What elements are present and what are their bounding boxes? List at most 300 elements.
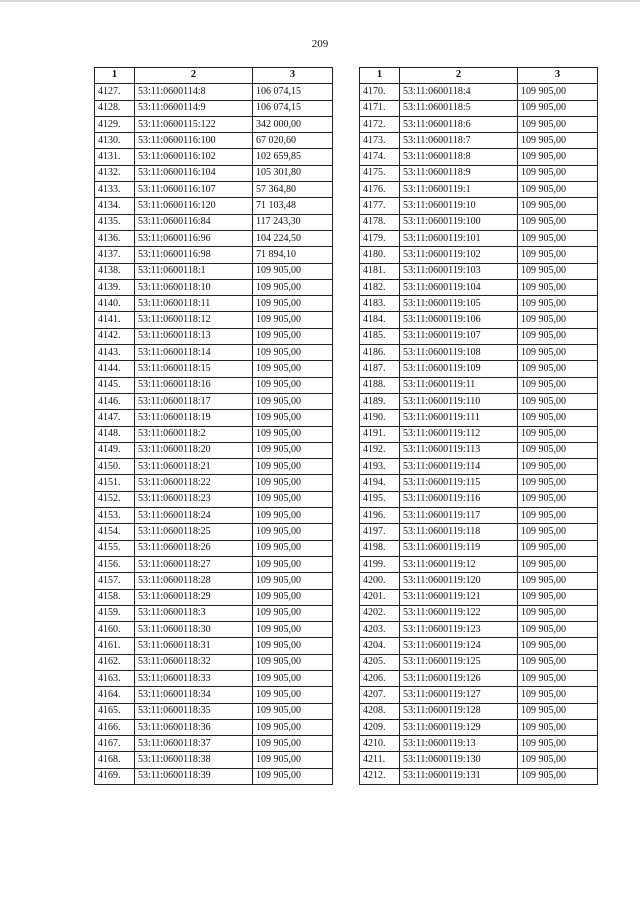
row-number: 4181. <box>360 263 400 279</box>
cadastral-number: 53:11:0600119:130 <box>400 752 518 768</box>
row-number: 4164. <box>95 687 135 703</box>
table-row <box>360 540 598 556</box>
table-row <box>95 556 333 572</box>
row-number: 4146. <box>95 393 135 409</box>
cadastral-value: 109 905,00 <box>518 442 598 458</box>
cadastral-value: 109 905,00 <box>253 426 333 442</box>
cadastral-number: 53:11:0600119:131 <box>400 768 518 784</box>
row-number: 4128. <box>95 100 135 116</box>
row-number: 4170. <box>360 84 400 100</box>
table-row <box>95 165 333 181</box>
cadastral-value: 109 905,00 <box>253 638 333 654</box>
row-number: 4178. <box>360 214 400 230</box>
row-number: 4185. <box>360 328 400 344</box>
row-number: 4160. <box>95 622 135 638</box>
cadastral-value: 109 905,00 <box>253 540 333 556</box>
cadastral-number: 53:11:0600118:36 <box>135 719 253 735</box>
cadastral-value: 109 905,00 <box>253 491 333 507</box>
row-number: 4139. <box>95 279 135 295</box>
row-number: 4147. <box>95 410 135 426</box>
cadastral-value: 109 905,00 <box>518 263 598 279</box>
table-row <box>95 393 333 409</box>
cadastral-value: 109 905,00 <box>518 279 598 295</box>
cadastral-value: 109 905,00 <box>518 573 598 589</box>
cadastral-value: 109 905,00 <box>253 622 333 638</box>
cadastral-value: 109 905,00 <box>253 312 333 328</box>
cadastral-value: 67 020,60 <box>253 133 333 149</box>
cadastral-number: 53:11:0600119:105 <box>400 296 518 312</box>
row-number: 4163. <box>95 670 135 686</box>
cadastral-number: 53:11:0600119:12 <box>400 556 518 572</box>
row-number: 4148. <box>95 426 135 442</box>
row-number: 4167. <box>95 736 135 752</box>
cadastral-number: 53:11:0600119:127 <box>400 687 518 703</box>
row-number: 4194. <box>360 475 400 491</box>
cadastral-number: 53:11:0600118:22 <box>135 475 253 491</box>
row-number: 4138. <box>95 263 135 279</box>
cadastral-value: 109 905,00 <box>518 622 598 638</box>
row-number: 4154. <box>95 524 135 540</box>
cadastral-value: 109 905,00 <box>518 491 598 507</box>
table-row <box>95 345 333 361</box>
cadastral-number: 53:11:0600119:104 <box>400 279 518 295</box>
table-row <box>360 198 598 214</box>
cadastral-number: 53:11:0600119:123 <box>400 622 518 638</box>
cadastral-value: 109 905,00 <box>518 703 598 719</box>
cadastral-number: 53:11:0600119:108 <box>400 345 518 361</box>
table-row <box>95 736 333 752</box>
cadastral-value: 109 905,00 <box>518 328 598 344</box>
table-row <box>360 654 598 670</box>
row-number: 4151. <box>95 475 135 491</box>
cadastral-value: 109 905,00 <box>518 198 598 214</box>
row-number: 4161. <box>95 638 135 654</box>
cadastral-number: 53:11:0600118:2 <box>135 426 253 442</box>
table-row <box>95 296 333 312</box>
table-row <box>360 230 598 246</box>
left-table <box>94 67 333 785</box>
cadastral-value: 109 905,00 <box>518 214 598 230</box>
cadastral-number: 53:11:0600118:24 <box>135 508 253 524</box>
table-row <box>360 442 598 458</box>
cadastral-value: 109 905,00 <box>253 752 333 768</box>
cadastral-value: 109 905,00 <box>518 736 598 752</box>
row-number: 4137. <box>95 247 135 263</box>
table-row <box>95 687 333 703</box>
row-number: 4204. <box>360 638 400 654</box>
cadastral-number: 53:11:0600118:11 <box>135 296 253 312</box>
page-number: 209 <box>311 38 329 50</box>
row-number: 4158. <box>95 589 135 605</box>
cadastral-number: 53:11:0600119:103 <box>400 263 518 279</box>
cadastral-value: 109 905,00 <box>253 524 333 540</box>
cadastral-number: 53:11:0600118:16 <box>135 377 253 393</box>
row-number: 4157. <box>95 573 135 589</box>
cadastral-number: 53:11:0600119:110 <box>400 393 518 409</box>
table-row <box>360 133 598 149</box>
cadastral-number: 53:11:0600118:37 <box>135 736 253 752</box>
cadastral-number: 53:11:0600118:25 <box>135 524 253 540</box>
table-row <box>360 247 598 263</box>
row-number: 4203. <box>360 622 400 638</box>
cadastral-value: 109 905,00 <box>253 736 333 752</box>
cadastral-value: 109 905,00 <box>253 393 333 409</box>
cadastral-number: 53:11:0600118:4 <box>400 84 518 100</box>
row-number: 4150. <box>95 459 135 475</box>
cadastral-value: 109 905,00 <box>518 377 598 393</box>
cadastral-value: 109 905,00 <box>253 410 333 426</box>
cadastral-number: 53:11:0600116:102 <box>135 149 253 165</box>
table-row <box>360 719 598 735</box>
cadastral-number: 53:11:0600118:3 <box>135 605 253 621</box>
cadastral-number: 53:11:0600119:129 <box>400 719 518 735</box>
cadastral-number: 53:11:0600118:6 <box>400 116 518 132</box>
cadastral-number: 53:11:0600119:122 <box>400 605 518 621</box>
cadastral-number: 53:11:0600118:31 <box>135 638 253 654</box>
cadastral-number: 53:11:0600118:14 <box>135 345 253 361</box>
row-number: 4152. <box>95 491 135 507</box>
cadastral-value: 109 905,00 <box>253 768 333 784</box>
cadastral-number: 53:11:0600119:125 <box>400 654 518 670</box>
cadastral-number: 53:11:0600118:19 <box>135 410 253 426</box>
left-table-body <box>95 84 333 785</box>
cadastral-value: 109 905,00 <box>518 524 598 540</box>
cadastral-value: 109 905,00 <box>518 296 598 312</box>
table-row <box>360 312 598 328</box>
cadastral-number: 53:11:0600116:100 <box>135 133 253 149</box>
cadastral-value: 342 000,00 <box>253 116 333 132</box>
cadastral-number: 53:11:0600116:98 <box>135 247 253 263</box>
cadastral-number: 53:11:0600119:112 <box>400 426 518 442</box>
table-row <box>95 719 333 735</box>
cadastral-value: 109 905,00 <box>518 605 598 621</box>
table-row <box>95 442 333 458</box>
cadastral-value: 102 659,85 <box>253 149 333 165</box>
table-row <box>95 410 333 426</box>
scan-edge <box>0 0 640 2</box>
cadastral-value: 109 905,00 <box>518 247 598 263</box>
table-row <box>95 328 333 344</box>
cadastral-number: 53:11:0600119:109 <box>400 361 518 377</box>
table-row <box>360 638 598 654</box>
row-number: 4197. <box>360 524 400 540</box>
cadastral-number: 53:11:0600118:8 <box>400 149 518 165</box>
table-row <box>95 508 333 524</box>
cadastral-number: 53:11:0600116:104 <box>135 165 253 181</box>
cadastral-number: 53:11:0600116:96 <box>135 230 253 246</box>
cadastral-number: 53:11:0600119:1 <box>400 182 518 198</box>
cadastral-value: 109 905,00 <box>518 638 598 654</box>
row-number: 4144. <box>95 361 135 377</box>
table-row <box>360 589 598 605</box>
row-number: 4191. <box>360 426 400 442</box>
table-row <box>360 670 598 686</box>
table-row <box>360 214 598 230</box>
cadastral-value: 109 905,00 <box>518 540 598 556</box>
table-row <box>95 491 333 507</box>
row-number: 4169. <box>95 768 135 784</box>
cadastral-number: 53:11:0600119:13 <box>400 736 518 752</box>
table-row <box>95 573 333 589</box>
row-number: 4198. <box>360 540 400 556</box>
row-number: 4175. <box>360 165 400 181</box>
column-header-cadastral: 2 <box>400 68 518 84</box>
row-number: 4179. <box>360 230 400 246</box>
row-number: 4196. <box>360 508 400 524</box>
table-row <box>360 622 598 638</box>
cadastral-number: 53:11:0600114:9 <box>135 100 253 116</box>
row-number: 4168. <box>95 752 135 768</box>
cadastral-number: 53:11:0600118:26 <box>135 540 253 556</box>
row-number: 4180. <box>360 247 400 263</box>
table-row <box>360 361 598 377</box>
row-number: 4176. <box>360 182 400 198</box>
row-number: 4153. <box>95 508 135 524</box>
cadastral-number: 53:11:0600118:33 <box>135 670 253 686</box>
table-row <box>95 638 333 654</box>
cadastral-value: 109 905,00 <box>518 345 598 361</box>
row-number: 4184. <box>360 312 400 328</box>
table-row <box>95 703 333 719</box>
table-row <box>360 84 598 100</box>
table-row <box>360 345 598 361</box>
table-row <box>360 426 598 442</box>
cadastral-value: 109 905,00 <box>518 426 598 442</box>
cadastral-number: 53:11:0600118:27 <box>135 556 253 572</box>
row-number: 4187. <box>360 361 400 377</box>
cadastral-number: 53:11:0600116:107 <box>135 182 253 198</box>
row-number: 4132. <box>95 165 135 181</box>
row-number: 4172. <box>360 116 400 132</box>
table-row <box>95 100 333 116</box>
table-row <box>95 263 333 279</box>
table-row <box>95 247 333 263</box>
table-row <box>95 459 333 475</box>
cadastral-value: 71 894,10 <box>253 247 333 263</box>
table-row <box>360 605 598 621</box>
cadastral-value: 109 905,00 <box>518 508 598 524</box>
row-number: 4162. <box>95 654 135 670</box>
cadastral-number: 53:11:0600115:122 <box>135 116 253 132</box>
table-row <box>360 687 598 703</box>
cadastral-number: 53:11:0600118:12 <box>135 312 253 328</box>
row-number: 4165. <box>95 703 135 719</box>
table-row <box>95 133 333 149</box>
row-number: 4190. <box>360 410 400 426</box>
cadastral-number: 53:11:0600118:23 <box>135 491 253 507</box>
cadastral-value: 109 905,00 <box>518 149 598 165</box>
table-row <box>95 214 333 230</box>
cadastral-value: 109 905,00 <box>253 605 333 621</box>
cadastral-number: 53:11:0600114:8 <box>135 84 253 100</box>
table-row <box>95 361 333 377</box>
cadastral-value: 109 905,00 <box>518 230 598 246</box>
table-row <box>360 752 598 768</box>
row-number: 4200. <box>360 573 400 589</box>
right-table-body <box>360 84 598 785</box>
table-row <box>360 459 598 475</box>
table-row <box>360 328 598 344</box>
row-number: 4140. <box>95 296 135 312</box>
column-header-cadastral: 2 <box>135 68 253 84</box>
row-number: 4192. <box>360 442 400 458</box>
row-number: 4210. <box>360 736 400 752</box>
cadastral-number: 53:11:0600118:1 <box>135 263 253 279</box>
table-row <box>95 622 333 638</box>
cadastral-number: 53:11:0600118:9 <box>400 165 518 181</box>
table-row <box>360 165 598 181</box>
cadastral-number: 53:11:0600119:114 <box>400 459 518 475</box>
row-number: 4202. <box>360 605 400 621</box>
cadastral-number: 53:11:0600119:11 <box>400 377 518 393</box>
cadastral-value: 109 905,00 <box>518 654 598 670</box>
cadastral-value: 109 905,00 <box>253 263 333 279</box>
table-row <box>360 263 598 279</box>
cadastral-value: 109 905,00 <box>253 687 333 703</box>
row-number: 4129. <box>95 116 135 132</box>
cadastral-value: 109 905,00 <box>253 670 333 686</box>
cadastral-number: 53:11:0600118:34 <box>135 687 253 703</box>
cadastral-number: 53:11:0600118:30 <box>135 622 253 638</box>
table-row <box>360 116 598 132</box>
row-number: 4209. <box>360 719 400 735</box>
cadastral-number: 53:11:0600119:121 <box>400 589 518 605</box>
cadastral-value: 109 905,00 <box>518 670 598 686</box>
cadastral-value: 105 301,80 <box>253 165 333 181</box>
cadastral-number: 53:11:0600118:39 <box>135 768 253 784</box>
table-row <box>95 84 333 100</box>
cadastral-number: 53:11:0600119:10 <box>400 198 518 214</box>
cadastral-value: 109 905,00 <box>253 573 333 589</box>
row-number: 4174. <box>360 149 400 165</box>
cadastral-value: 109 905,00 <box>253 328 333 344</box>
cadastral-value: 71 103,48 <box>253 198 333 214</box>
row-number: 4143. <box>95 345 135 361</box>
table-row <box>95 312 333 328</box>
table-row <box>360 410 598 426</box>
table-row <box>95 589 333 605</box>
cadastral-value: 109 905,00 <box>518 84 598 100</box>
cadastral-number: 53:11:0600116:84 <box>135 214 253 230</box>
table-row <box>360 149 598 165</box>
cadastral-value: 109 905,00 <box>518 719 598 735</box>
table-row <box>95 230 333 246</box>
cadastral-value: 106 074,15 <box>253 100 333 116</box>
cadastral-number: 53:11:0600118:7 <box>400 133 518 149</box>
table-row <box>360 508 598 524</box>
table-row <box>360 279 598 295</box>
cadastral-number: 53:11:0600119:117 <box>400 508 518 524</box>
table-row <box>95 149 333 165</box>
cadastral-value: 57 364,80 <box>253 182 333 198</box>
cadastral-value: 109 905,00 <box>253 279 333 295</box>
row-number: 4183. <box>360 296 400 312</box>
table-row <box>95 198 333 214</box>
cadastral-value: 109 905,00 <box>518 133 598 149</box>
row-number: 4127. <box>95 84 135 100</box>
column-header-number: 1 <box>95 68 135 84</box>
cadastral-value: 109 905,00 <box>518 312 598 328</box>
row-number: 4208. <box>360 703 400 719</box>
table-row <box>360 524 598 540</box>
row-number: 4206. <box>360 670 400 686</box>
cadastral-number: 53:11:0600119:102 <box>400 247 518 263</box>
row-number: 4149. <box>95 442 135 458</box>
cadastral-value: 109 905,00 <box>518 361 598 377</box>
cadastral-value: 109 905,00 <box>518 752 598 768</box>
cadastral-value: 109 905,00 <box>518 100 598 116</box>
cadastral-value: 109 905,00 <box>253 703 333 719</box>
column-header-value: 3 <box>518 68 598 84</box>
row-number: 4141. <box>95 312 135 328</box>
table-row <box>95 524 333 540</box>
header-row <box>95 68 333 84</box>
cadastral-value: 109 905,00 <box>518 165 598 181</box>
cadastral-value: 109 905,00 <box>518 589 598 605</box>
cadastral-value: 109 905,00 <box>253 442 333 458</box>
cadastral-value: 109 905,00 <box>518 393 598 409</box>
cadastral-number: 53:11:0600119:107 <box>400 328 518 344</box>
cadastral-value: 109 905,00 <box>518 410 598 426</box>
row-number: 4136. <box>95 230 135 246</box>
table-row <box>360 573 598 589</box>
cadastral-value: 109 905,00 <box>518 687 598 703</box>
cadastral-number: 53:11:0600119:116 <box>400 491 518 507</box>
row-number: 4156. <box>95 556 135 572</box>
cadastral-number: 53:11:0600119:119 <box>400 540 518 556</box>
cadastral-number: 53:11:0600118:5 <box>400 100 518 116</box>
row-number: 4131. <box>95 149 135 165</box>
cadastral-number: 53:11:0600118:17 <box>135 393 253 409</box>
cadastral-value: 109 905,00 <box>253 459 333 475</box>
column-header-value: 3 <box>253 68 333 84</box>
table-row <box>360 768 598 784</box>
row-number: 4166. <box>95 719 135 735</box>
table-row <box>360 182 598 198</box>
row-number: 4212. <box>360 768 400 784</box>
cadastral-number: 53:11:0600119:111 <box>400 410 518 426</box>
cadastral-number: 53:11:0600119:128 <box>400 703 518 719</box>
table-row <box>360 491 598 507</box>
cadastral-value: 109 905,00 <box>518 116 598 132</box>
cadastral-value: 109 905,00 <box>518 768 598 784</box>
row-number: 4182. <box>360 279 400 295</box>
row-number: 4201. <box>360 589 400 605</box>
cadastral-number: 53:11:0600119:113 <box>400 442 518 458</box>
cadastral-number: 53:11:0600118:15 <box>135 361 253 377</box>
table-row <box>360 736 598 752</box>
table-row <box>360 475 598 491</box>
cadastral-number: 53:11:0600118:20 <box>135 442 253 458</box>
table-row <box>95 475 333 491</box>
table-row <box>360 377 598 393</box>
row-number: 4188. <box>360 377 400 393</box>
cadastral-number: 53:11:0600118:32 <box>135 654 253 670</box>
row-number: 4195. <box>360 491 400 507</box>
cadastral-number: 53:11:0600116:120 <box>135 198 253 214</box>
cadastral-number: 53:11:0600118:21 <box>135 459 253 475</box>
cadastral-value: 109 905,00 <box>253 654 333 670</box>
row-number: 4133. <box>95 182 135 198</box>
table-row <box>95 426 333 442</box>
cadastral-value: 109 905,00 <box>253 589 333 605</box>
cadastral-value: 117 243,30 <box>253 214 333 230</box>
table-row <box>360 703 598 719</box>
row-number: 4142. <box>95 328 135 344</box>
table-row <box>360 100 598 116</box>
table-row <box>360 296 598 312</box>
table-row <box>95 670 333 686</box>
